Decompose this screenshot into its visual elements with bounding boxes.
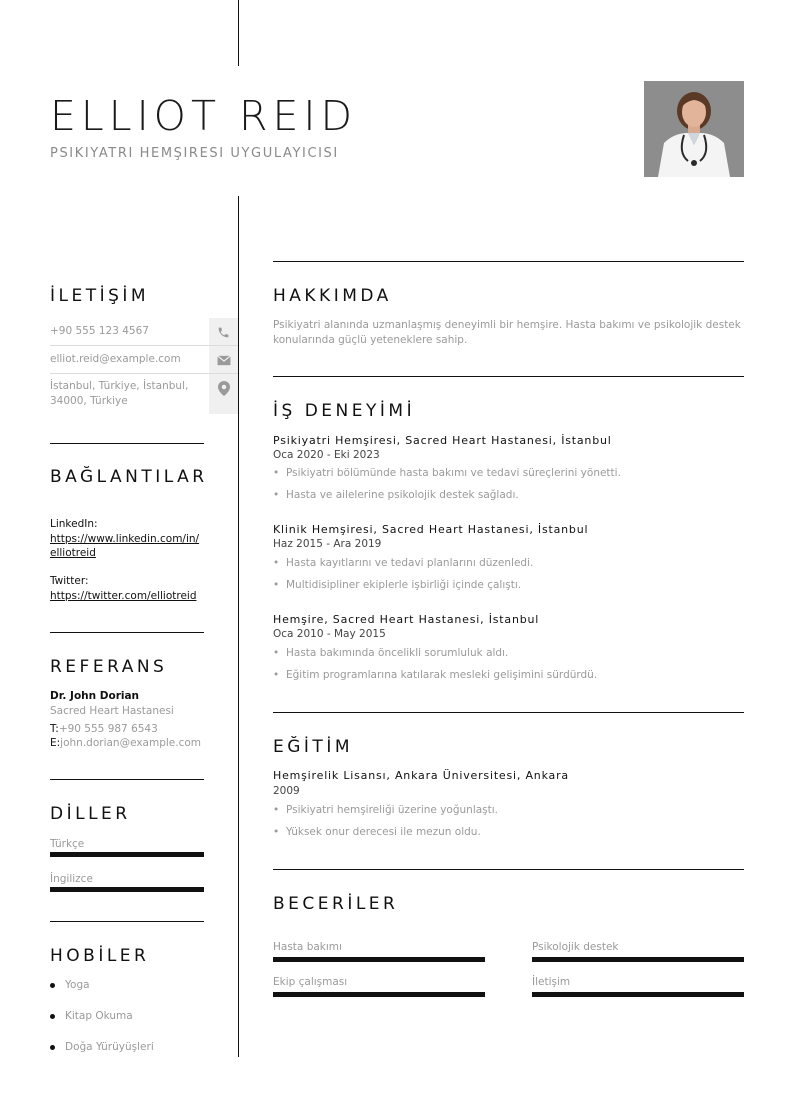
contact-phone: +90 555 123 4567 xyxy=(50,325,149,337)
reference-phone-prefix: T: xyxy=(50,723,59,735)
reference-org: Sacred Heart Hastanesi xyxy=(50,705,174,717)
candidate-name: ELLIOT REID xyxy=(50,92,358,140)
skill-name: Hasta bakımı xyxy=(273,941,342,953)
skill-name: İletişim xyxy=(532,976,571,988)
skill-level-bar xyxy=(532,957,744,962)
hobby-item xyxy=(50,979,90,991)
section-divider xyxy=(50,632,204,633)
section-divider xyxy=(273,869,744,870)
twitter-link[interactable]: https://twitter.com/elliotreid xyxy=(50,590,197,602)
education-section-title: EĞİTİM xyxy=(273,737,353,757)
reference-name: Dr. John Dorian xyxy=(50,690,140,702)
job-bullet: • Eğitim programlarına katılarak mesleki gelişimini sürdürdü. xyxy=(273,669,598,681)
job-bullet: • Multidisipliner ekiplerle işbirliği içinde çalıştı. xyxy=(273,579,522,591)
phone-icon xyxy=(209,318,238,346)
job-bullet: • Hasta kayıtlarını ve tedavi planlarını düzenledi. xyxy=(273,557,534,569)
education-bullet: • Psikiyatri hemşireliği üzerine yoğunlaştı. xyxy=(273,804,499,816)
job-bullet: • Hasta bakımında öncelikli sorumluluk aldı. xyxy=(273,647,509,659)
section-divider xyxy=(273,376,744,377)
hobbies-section-title: HOBİLER xyxy=(50,946,150,966)
about-text: Psikiyatri alanında uzmanlaşmış deneyimli bir hemşire. Hasta bakımı ve psikolojik destek konularında güçlü yeteneklere sahip. xyxy=(273,319,741,346)
job-bullet-text: Hasta bakımında öncelikli sorumluluk aldı. xyxy=(286,647,509,659)
hobby-item xyxy=(50,1041,154,1053)
education-degree: Hemşirelik Lisansı, Ankara Üniversitesi, Ankara xyxy=(273,769,569,782)
job-title: Psikiyatri Hemşiresi, Sacred Heart Hastanesi, İstanbul xyxy=(273,434,612,447)
job-title: Klinik Hemşiresi, Sacred Heart Hastanesi, İstanbul xyxy=(273,523,589,536)
envelope-icon xyxy=(209,346,238,374)
section-divider xyxy=(50,921,204,922)
language-level-bar xyxy=(50,852,204,857)
location-pin-icon xyxy=(209,374,238,402)
job-bullet-text: Multidisipliner ekiplerle işbirliği içinde çalıştı. xyxy=(286,579,522,591)
about-section-title: HAKKIMDA xyxy=(273,286,392,306)
education-year: 2009 xyxy=(273,785,300,797)
skill-level-bar xyxy=(273,957,485,962)
language-name: İngilizce xyxy=(50,873,93,885)
top-divider-line xyxy=(238,0,239,66)
reference-email: john.dorian@example.com xyxy=(60,737,202,749)
section-divider xyxy=(273,261,744,262)
skill-name: Ekip çalışması xyxy=(273,976,348,988)
sidebar-divider-line xyxy=(238,196,239,1057)
contact-email: elliot.reid@example.com xyxy=(50,353,181,365)
section-divider xyxy=(50,779,204,780)
section-divider xyxy=(50,443,204,444)
reference-phone: +90 555 987 6543 xyxy=(58,723,158,735)
education-bullet: • Yüksek onur derecesi ile mezun oldu. xyxy=(273,826,481,838)
hobby-label: Doğa Yürüyüşleri xyxy=(65,1041,154,1053)
experience-section-title: İŞ DENEYİMİ xyxy=(273,401,416,421)
profile-photo xyxy=(644,81,744,177)
twitter-label: Twitter: xyxy=(50,575,89,587)
linkedin-link[interactable]: https://www.linkedin.com/in/elliotreid xyxy=(50,533,200,559)
reference-phone-row xyxy=(50,723,158,735)
job-date: Haz 2015 - Ara 2019 xyxy=(273,538,382,550)
language-name: Türkçe xyxy=(50,838,85,850)
bullet-dot-icon xyxy=(50,1045,55,1050)
section-divider xyxy=(273,712,744,713)
job-title: Hemşire, Sacred Heart Hastanesi, İstanbul xyxy=(273,613,540,626)
education-bullet-text: Yüksek onur derecesi ile mezun oldu. xyxy=(286,826,481,838)
references-section-title: REFERANS xyxy=(50,657,168,677)
job-bullet-text: Eğitim programlarına katılarak mesleki gelişimini sürdürdü. xyxy=(286,669,598,681)
hobby-label: Yoga xyxy=(65,979,90,991)
bullet-dot-icon xyxy=(50,983,55,988)
job-date: Oca 2020 - Eki 2023 xyxy=(273,449,380,461)
skill-name: Psikolojik destek xyxy=(532,941,619,953)
reference-email-row xyxy=(50,737,201,749)
languages-section-title: DİLLER xyxy=(50,804,131,824)
education-bullet-text: Psikiyatri hemşireliği üzerine yoğunlaştı. xyxy=(286,804,499,816)
skills-section-title: BECERİLER xyxy=(273,894,399,914)
job-subtitle: PSIKIYATRI HEMŞIRESI UYGULAYICISI xyxy=(50,146,339,161)
job-bullet-text: Hasta kayıtlarını ve tedavi planlarını düzenledi. xyxy=(286,557,534,569)
job-date: Oca 2010 - May 2015 xyxy=(273,628,386,640)
hobby-label: Kitap Okuma xyxy=(65,1010,133,1022)
linkedin-label: LinkedIn: xyxy=(50,518,98,530)
hobby-item xyxy=(50,1010,133,1022)
reference-email-prefix: E: xyxy=(50,737,61,749)
links-section-title: BAĞLANTILAR xyxy=(50,467,208,487)
job-bullet: • Hasta ve ailelerine psikolojik destek sağladı. xyxy=(273,489,519,501)
skill-level-bar xyxy=(273,992,485,997)
job-bullet: • Psikiyatri bölümünde hasta bakımı ve tedavi süreçlerini yönetti. xyxy=(273,467,621,479)
skill-level-bar xyxy=(532,992,744,997)
language-level-bar xyxy=(50,887,204,892)
portrait-image xyxy=(644,81,744,177)
job-bullet-text: Psikiyatri bölümünde hasta bakımı ve tedavi süreçlerini yönetti. xyxy=(286,467,621,479)
bullet-dot-icon xyxy=(50,1014,55,1019)
contact-address: İstanbul, Türkiye, İstanbul, 34000, Türkiye xyxy=(50,380,189,407)
job-bullet-text: Hasta ve ailelerine psikolojik destek sağladı. xyxy=(286,489,519,501)
contact-section-title: İLETİŞİM xyxy=(50,286,150,306)
